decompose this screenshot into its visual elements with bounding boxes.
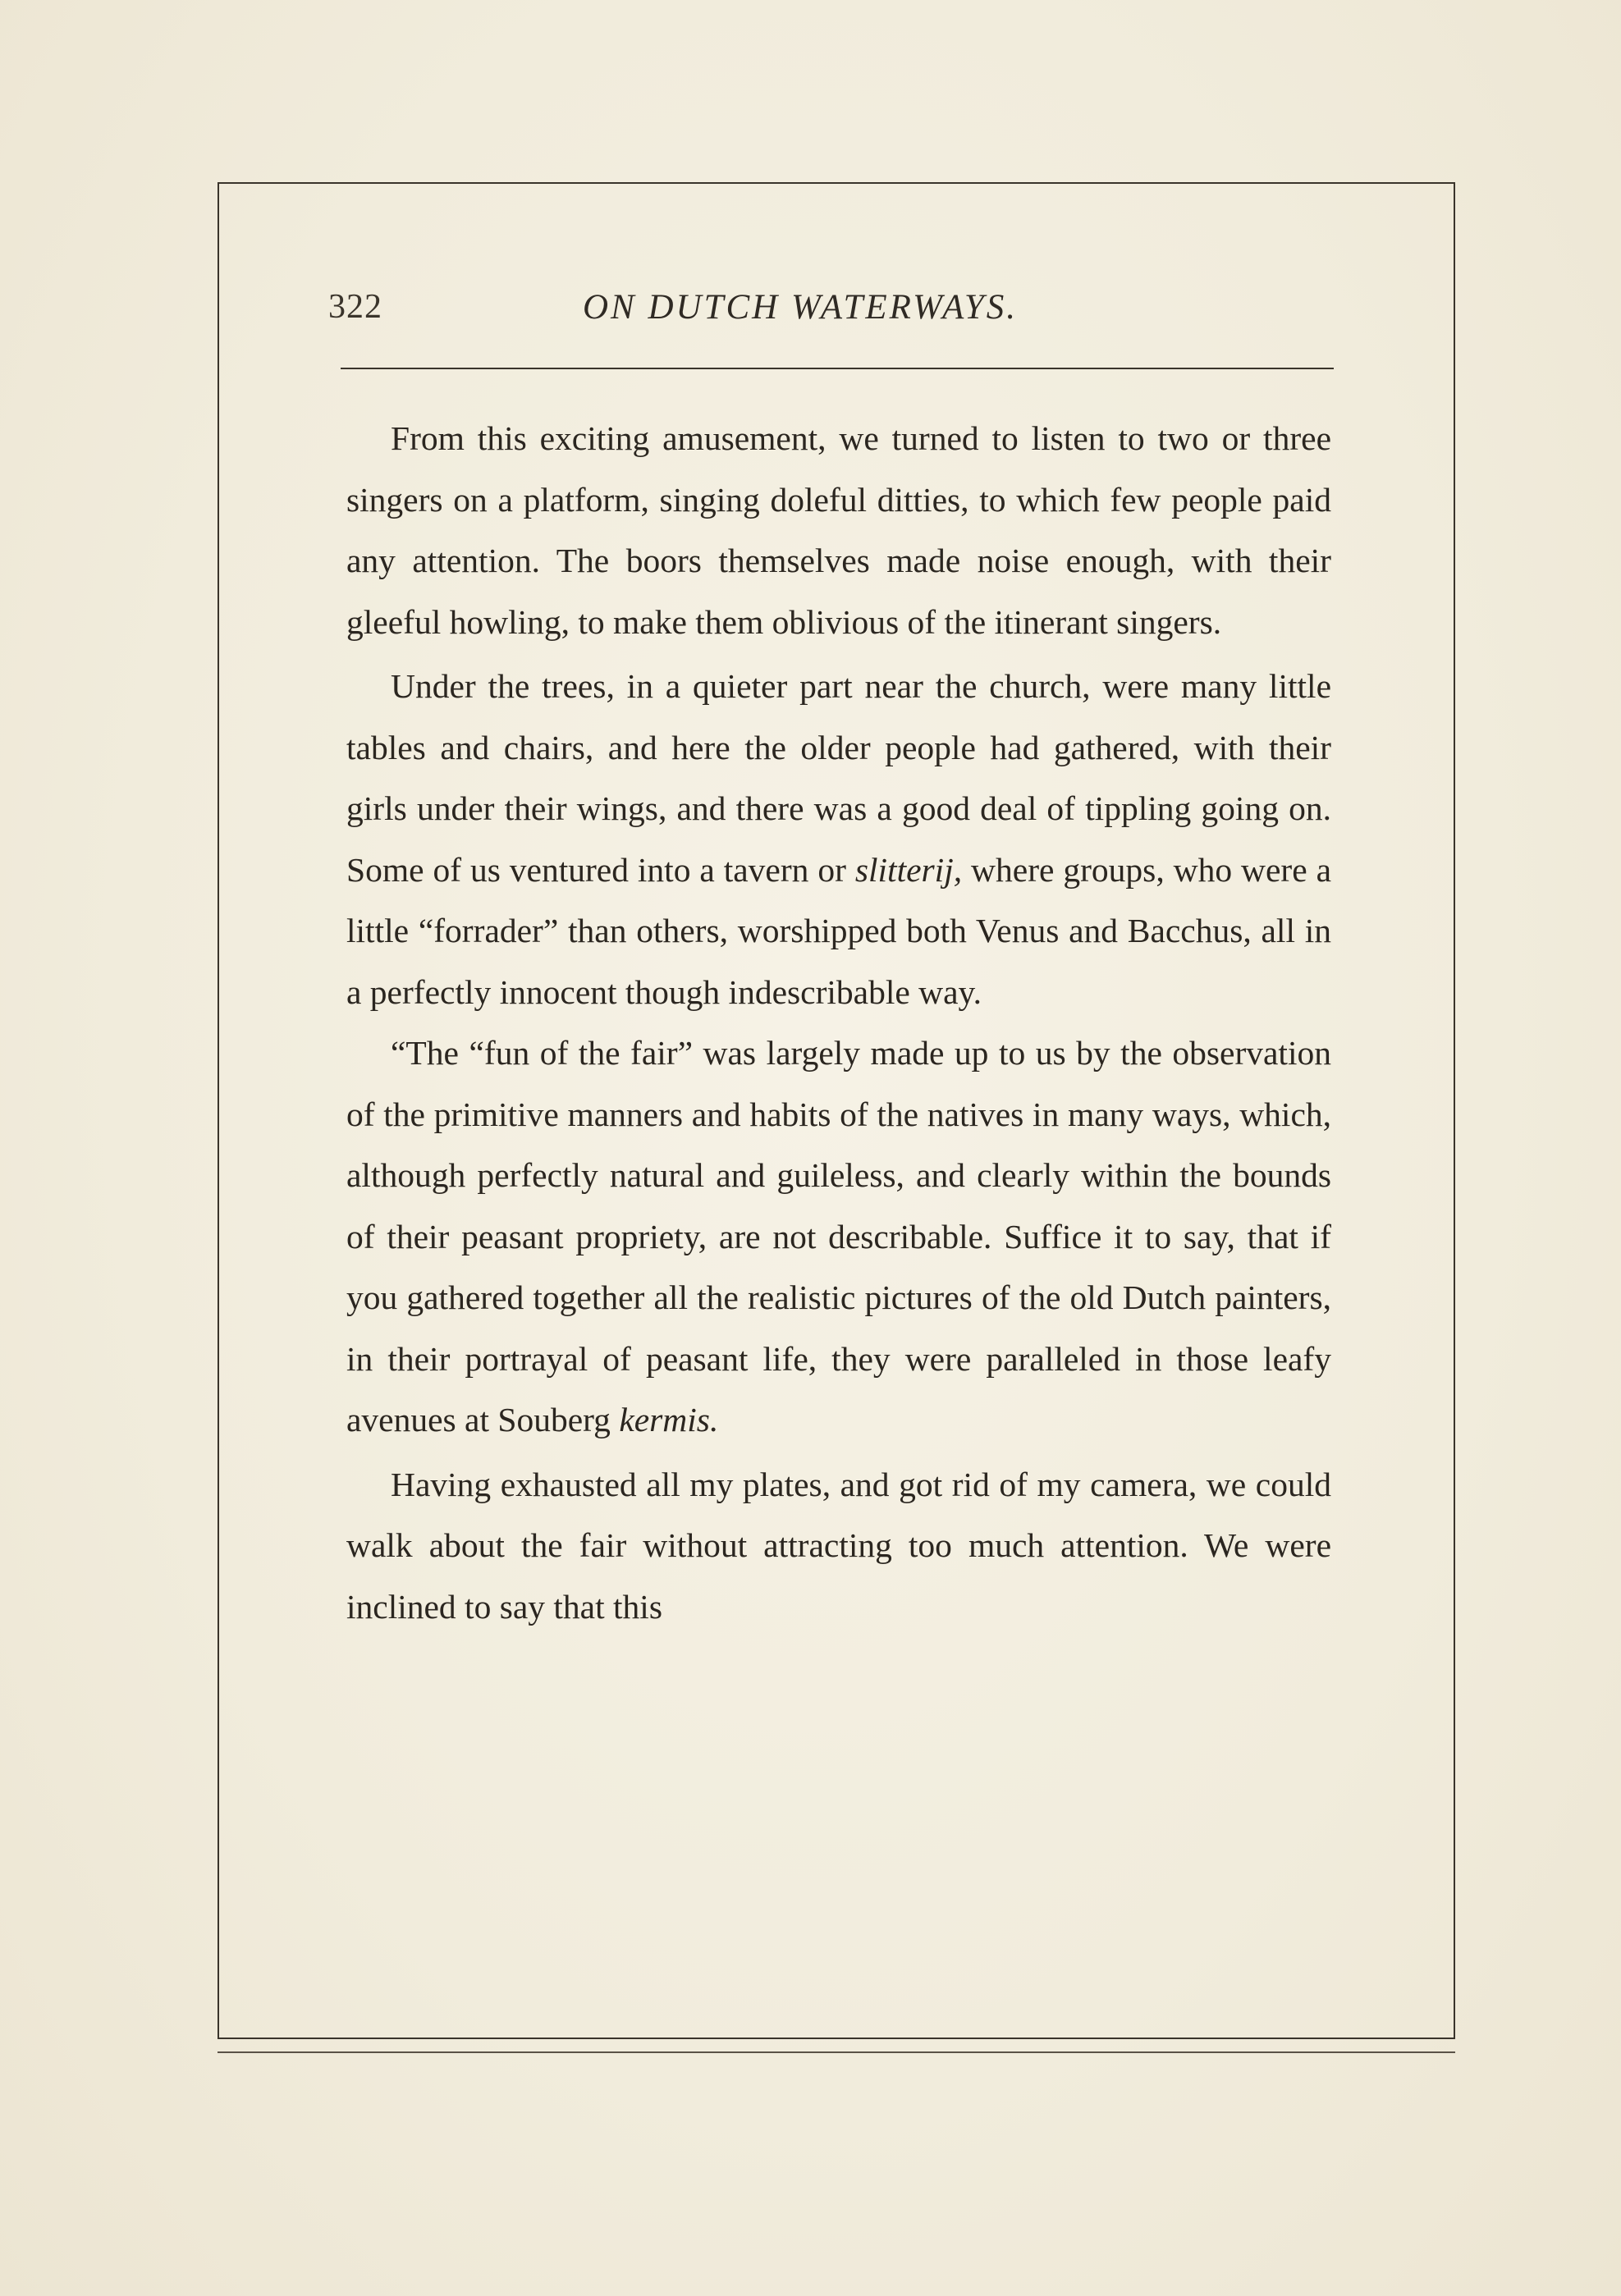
header-rule xyxy=(341,368,1334,369)
paragraph-2-text-a: Under the trees, in a quieter part near the church, were many little tables and chairs, and here the older people had gathered, with their girls under their wings, and there was a good deal of tippling going on. Some of us ventured into a tavern or xyxy=(346,667,1331,889)
page-header xyxy=(328,287,1338,345)
paragraph-2-italic: slitterij, xyxy=(854,850,963,889)
paragraph-3-italic: kermis. xyxy=(619,1401,719,1438)
body-text xyxy=(346,408,1331,1637)
paragraph-1: From this exciting amusement, we turned to listen to two or three singers on a platform, singing doleful ditties, to which few people paid any attention. The boors themselves made noise enough, with their gleeful howling, to make them oblivious of the itinerant singers. xyxy=(346,419,1331,641)
paragraph-2 xyxy=(346,656,1331,1022)
running-title: ON DUTCH WATERWAYS. xyxy=(583,288,1019,327)
page-number: 322 xyxy=(328,288,382,326)
paragraph-3-text-a: “The “fun of the fair” was largely made up to us by the observation of the primitive manners and habits of the natives in many ways, which, although perfectly natural and guileless, and clearly within the bounds of their peasant propriety, are not describable. Suffice it to say, that if you gathered together all the realistic pictures of the old Dutch painters, in their portrayal of peasant life, they were paralleled in those leafy avenues at Souberg xyxy=(346,1034,1331,1438)
paragraph-4: Having exhausted all my plates, and got rid of my camera, we could walk about the fair without attracting too much attention. We were inclined to say that this xyxy=(346,1465,1331,1626)
paragraph-3 xyxy=(346,1022,1331,1451)
bottom-rule xyxy=(218,2051,1455,2053)
paragraph-2-text-b: where groups, who were a little “forrader” than others, worshipped both Venus and Bacchus, all in a perfectly innocent though indescribable way. xyxy=(346,850,1331,1011)
